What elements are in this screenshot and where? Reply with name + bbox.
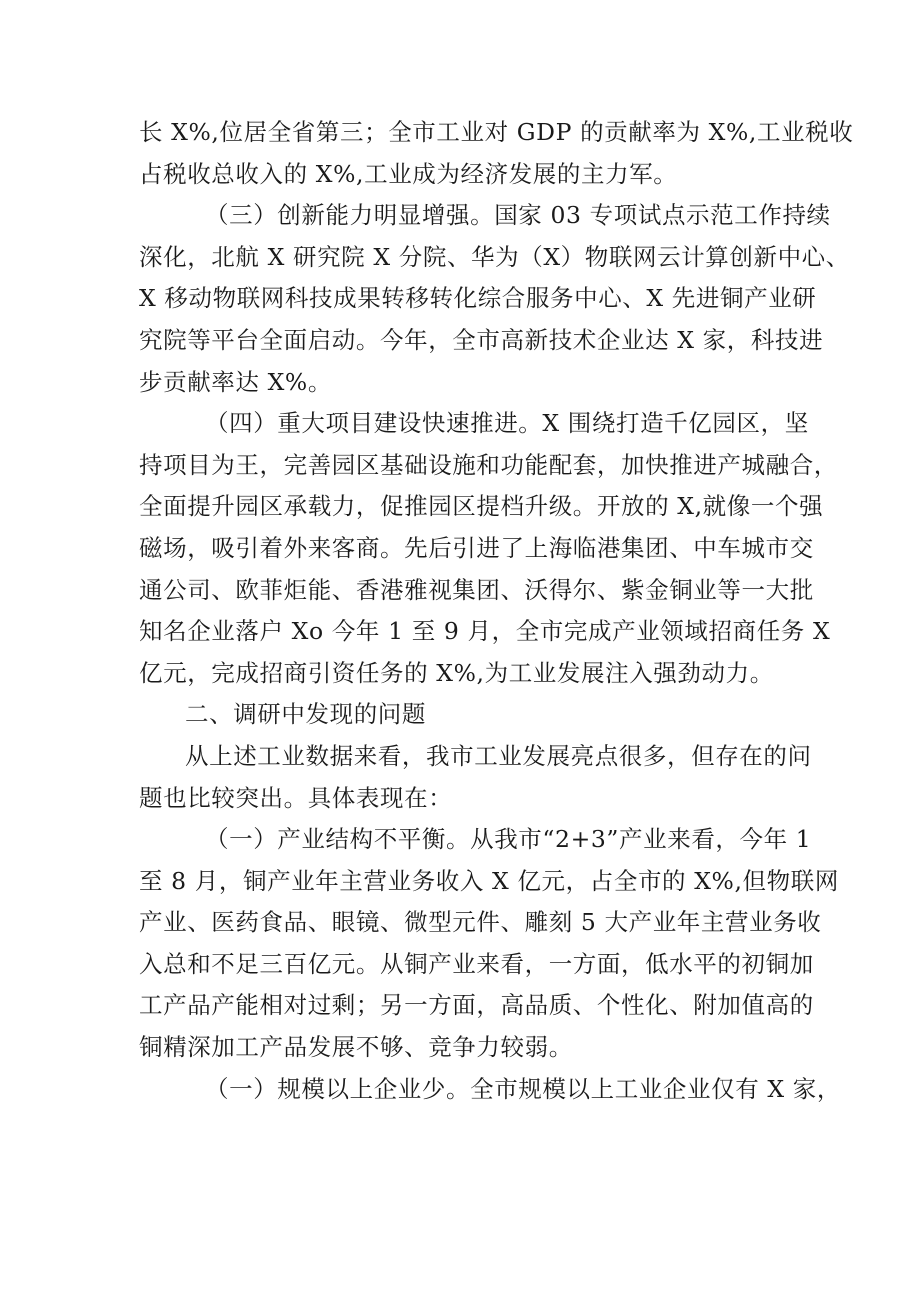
text-line: 亿元，完成招商引资任务的 X%,为工业发展注入强劲动力。: [139, 658, 774, 687]
paragraph-heading-line: （一）规模以上企业少。全市规模以上工业企业仅有 X 家，: [205, 1074, 841, 1103]
text-line: 通公司、欧菲炬能、香港雅视集团、沃得尔、紫金铜业等一大批: [139, 575, 814, 604]
document-body: [139, 112, 854, 1110]
text-line: 磁场，吸引着外来客商。先后引进了上海临港集团、中车城市交: [139, 533, 814, 562]
text-line: 铜精深加工产品发展不够、竞争力较弱。: [139, 1033, 573, 1062]
text-line: 产业、医药食品、眼镜、微型元件、雕刻 5 大产业年主营业务收: [139, 908, 822, 937]
text-line: 占税收总收入的 X%,工业成为经济发展的主力军。: [139, 159, 678, 188]
text-line: 持项目为王，完善园区基础设施和功能配套，加快推进产城融合，: [139, 450, 838, 479]
text-line: 长 X%,位居全省第三；全市工业对 GDP 的贡献率为 X%,工业税收: [139, 118, 854, 146]
paragraph-heading-line: （一）产业结构不平衡。从我市“2+3”产业来看，今年 1: [205, 825, 812, 854]
text-line: X 移动物联网科技成果转移转化综合服务中心、X 先进铜产业研: [139, 284, 817, 313]
text-line: 工产品产能相对过剩；另一方面，高品质、个性化、附加值高的: [139, 991, 814, 1020]
text-line: 步贡献率达 X%。: [139, 367, 332, 396]
text-line: 深化，北航 X 研究院 X 分院、华为（X）物联网云计算创新中心、: [139, 242, 850, 271]
text-line: 究院等平台全面启动。今年，全市高新技术企业达 X 家，科技进: [139, 325, 824, 354]
section-heading: 二、调研中发现的问题: [185, 700, 426, 729]
text-line: 全面提升园区承载力，促推园区提档升级。开放的 X,就像一个强: [139, 492, 824, 521]
text-line: 知名企业落户 Xo 今年 1 至 9 月，全市完成产业领域招商任务 X: [139, 617, 831, 646]
paragraph-heading-line: （四）重大项目建设快速推进。X 围绕打造千亿园区，坚: [205, 409, 809, 438]
text-line: 题也比较突出。具体表现在：: [139, 783, 453, 812]
text-line: 至 8 月，铜产业年主营业务收入 X 亿元，占全市的 X%,但物联网: [139, 866, 839, 895]
text-line: 入总和不足三百亿元。从铜产业来看，一方面，低水平的初铜加: [139, 949, 814, 978]
paragraph-heading-line: （三）创新能力明显增强。国家 03 专项试点示范工作持续: [205, 201, 831, 230]
text-line: 从上述工业数据来看，我市工业发展亮点很多，但存在的问: [185, 741, 812, 770]
